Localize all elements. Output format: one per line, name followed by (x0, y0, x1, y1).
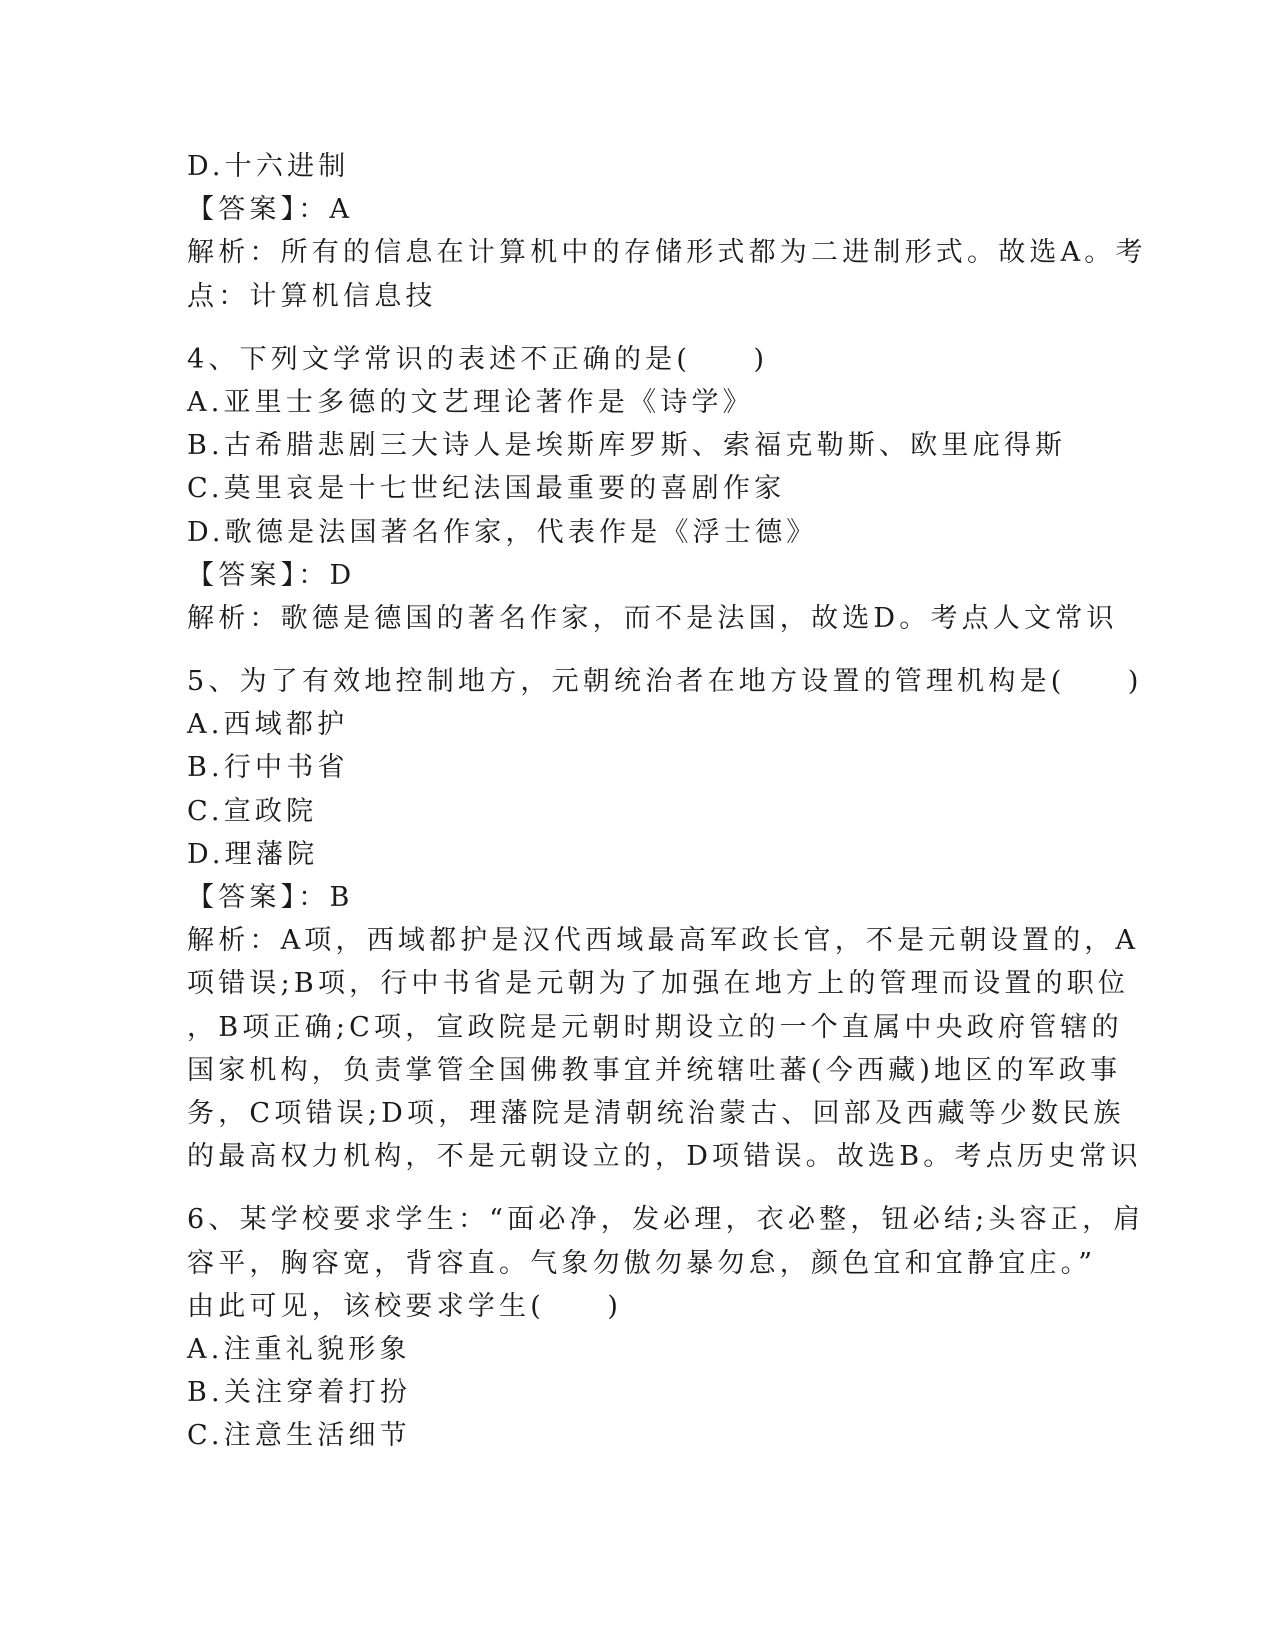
option-b: B.行中书省 (187, 752, 349, 784)
question-6 (187, 1198, 1145, 1457)
explanation-line: 解析：A项，西域都护是汉代西域最高军政长官，不是元朝设置的，A (187, 925, 1140, 957)
document-page (187, 145, 1147, 1457)
answer-label: 【答案】：B (187, 882, 354, 913)
option-a: A.西域都护 (187, 709, 349, 741)
question-stem: 容平，胸容宽，背容直。气象勿傲勿暴勿怠，颜色宜和宜静宜庄。” (187, 1247, 1097, 1279)
question-stem: 5、为了有效地控制地方，元朝统治者在地方设置的管理机构是( ) (187, 666, 1143, 698)
explanation-line: 解析：所有的信息在计算机中的存储形式都为二进制形式。故选A。考 (187, 237, 1147, 269)
explanation-line: 国家机构，负责掌管全国佛教事宜并统辖吐蕃(今西藏)地区的军政事 (187, 1054, 1122, 1086)
option-b: B.关注穿着打扮 (187, 1377, 412, 1409)
question-5 (187, 660, 1143, 1178)
section-gap (187, 1178, 1087, 1198)
question-4 (187, 338, 1118, 640)
option-a: A.注重礼貌形象 (187, 1333, 411, 1365)
option-c: C.宣政院 (187, 795, 318, 827)
option-c: C.莫里哀是十七世纪法国最重要的喜剧作家 (187, 473, 786, 505)
explanation-line: 解析：歌德是德国的著名作家，而不是法国，故选D。考点人文常识 (187, 602, 1118, 634)
option-a: A.亚里士多德的文艺理论著作是《诗学》 (187, 386, 754, 418)
option-b: B.古希腊悲剧三大诗人是埃斯库罗斯、索福克勒斯、欧里庇得斯 (187, 430, 1067, 462)
explanation-line: 点：计算机信息技 (187, 280, 437, 312)
option-d: D.理藩院 (187, 838, 319, 870)
option-d: D.十六进制 (187, 151, 350, 182)
explanation-line: ，B项正确;C项，宣政院是元朝时期设立的一个直属中央政府管辖的 (187, 1011, 1123, 1043)
question-stem: 6、某学校要求学生：“面必净，发必理，衣必整，钮必结;头容正，肩 (187, 1204, 1145, 1236)
section-gap (187, 318, 1087, 338)
explanation-line: 的最高权力机构，不是元朝设立的，D项错误。故选B。考点历史常识 (187, 1141, 1142, 1173)
option-c: C.注意生活细节 (187, 1420, 411, 1452)
question-stem: 由此可见，该校要求学生( ) (187, 1290, 623, 1322)
option-d: D.歌德是法国著名作家，代表作是《浮士德》 (187, 516, 818, 548)
answer-label: 【答案】：D (187, 559, 356, 591)
question-3-tail (187, 145, 1147, 318)
question-stem: 4、下列文学常识的表述不正确的是( ) (187, 343, 769, 375)
explanation-line: 务，C项错误;D项，理藩院是清朝统治蒙古、回部及西藏等少数民族 (187, 1097, 1125, 1129)
section-gap (187, 640, 1087, 660)
explanation-line: 项错误;B项，行中书省是元朝为了加强在地方上的管理而设置的职位 (187, 968, 1130, 1000)
answer-label: 【答案】：A (187, 194, 354, 226)
